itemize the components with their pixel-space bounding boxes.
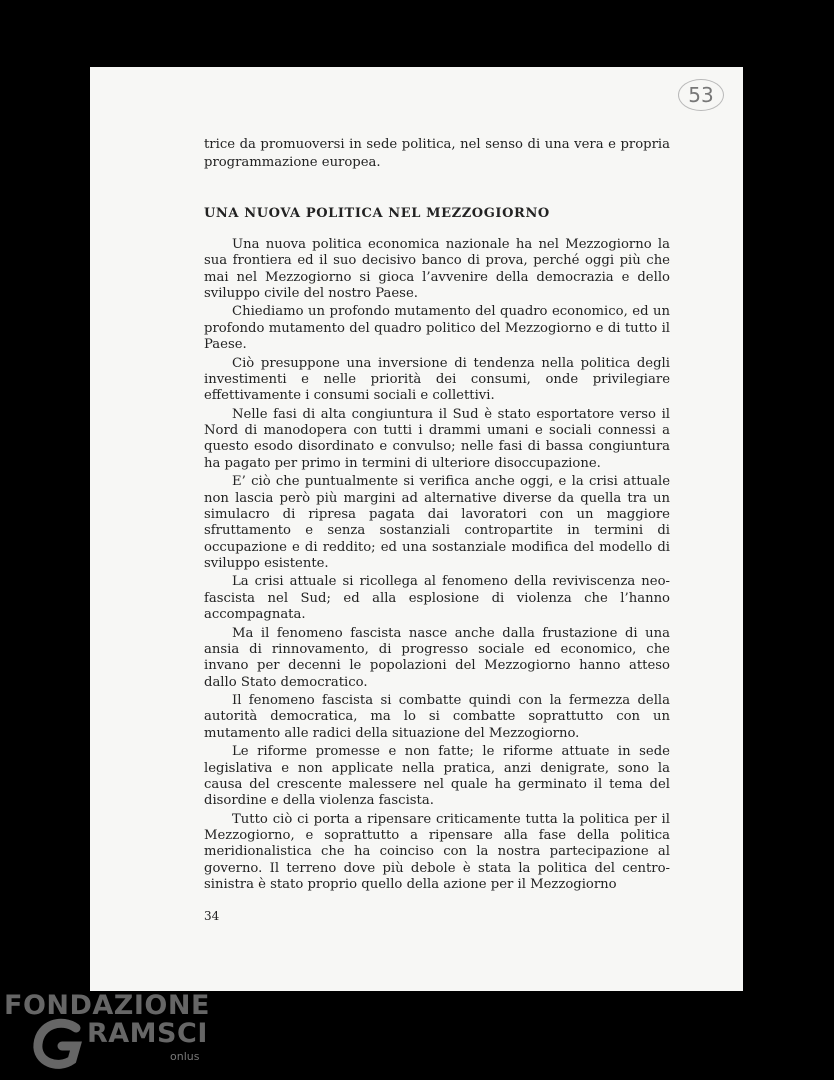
- paragraph: Ma il fenomeno fascista nasce anche dalla frustazione di una ansia di rinnovamento, di progresso sociale ed economico, che invano per decenni le popolazioni del Mezzogiorno hanno atteso dallo Stato democratico.: [204, 625, 670, 690]
- intro-paragraph: trice da promuoversi in sede politica, nel senso di una vera e propria programmazione europea.: [204, 137, 670, 170]
- fondazione-gramsci-logo: [4, 990, 209, 1075]
- paragraph: La crisi attuale si ricollega al fenomeno della reviviscenza neo-fascista nel Sud; ed alla esplosione di violenza che l’hanno accompagnata.: [204, 574, 670, 623]
- logo-line-2: RAMSCI: [87, 1018, 208, 1049]
- logo-line-1: FONDAZIONE: [4, 990, 210, 1021]
- handwritten-page-mark: 53: [678, 79, 724, 111]
- paragraph: Una nuova politica economica nazionale ha nel Mezzogiorno la sua frontiera ed il suo decisivo banco di prova, perché oggi più che mai nel Mezzogiorno si gioca l’avvenire della democrazia e dello sviluppo civile del nostro Paese.: [204, 237, 670, 301]
- paragraph: Le riforme promesse e non fatte; le riforme attuate in sede legislativa e non applicate nella pratica, anzi denigrate, sono la causa del crescente malessere nel quale ha germinato il tema del disordine e della violenza fascista.: [204, 744, 670, 809]
- logo-g-swoosh-icon: [32, 1016, 92, 1072]
- paragraph: Tutto ciò ci porta a ripensare criticamente tutta la politica per il Mezzogiorno, e soprattutto a ripensare alla fase della politica meridionalistica che ha coinciso con la nostra partecipazione al governo. Il terreno dove più debole è stata la politica del centro-sinistra è stato proprio quello della azione per il Mezzogiorno: [204, 811, 670, 892]
- logo-suffix: onlus: [170, 1050, 200, 1063]
- body-text: [204, 237, 670, 896]
- paragraph: Chiediamo un profondo mutamento del quadro economico, ed un profondo mutamento del quadro politico del Mezzogiorno e di tutto il Paese.: [204, 304, 670, 353]
- section-title: UNA NUOVA POLITICA NEL MEZZOGIORNO: [204, 206, 550, 221]
- paragraph: Nelle fasi di alta congiuntura il Sud è stato esportatore verso il Nord di manodopera con tutti i drammi umani e sociali connessi a questo esodo disordinato e convulso; nelle fasi di bassa congiuntura ha pagato per primo in termini di ulteriore disoccupazione.: [204, 406, 670, 471]
- paragraph: Il fenomeno fascista si combatte quindi con la fermezza della autorità democratica, ma lo si combatte soprattutto con un mutamento alle radici della situazione del Mezzogiorno.: [204, 693, 670, 741]
- page-number: 34: [204, 909, 220, 923]
- document-page: [90, 67, 743, 991]
- paragraph: Ciò presuppone una inversione di tendenza nella politica degli investimenti e nelle priorità dei consumi, onde privilegiare effettivamente i consumi sociali e collettivi.: [204, 355, 670, 404]
- paragraph: E’ ciò che puntualmente si verifica anche oggi, e la crisi attuale non lascia però più margini ad alternative diverse da quella tra un simulacro di ripresa pagata dai lavoratori con un maggiore sfruttamento e senza sostanziali contropartite in termini di occupazione e di reddito; ed una sostanziale modifica del modello di sviluppo esistente.: [204, 474, 670, 571]
